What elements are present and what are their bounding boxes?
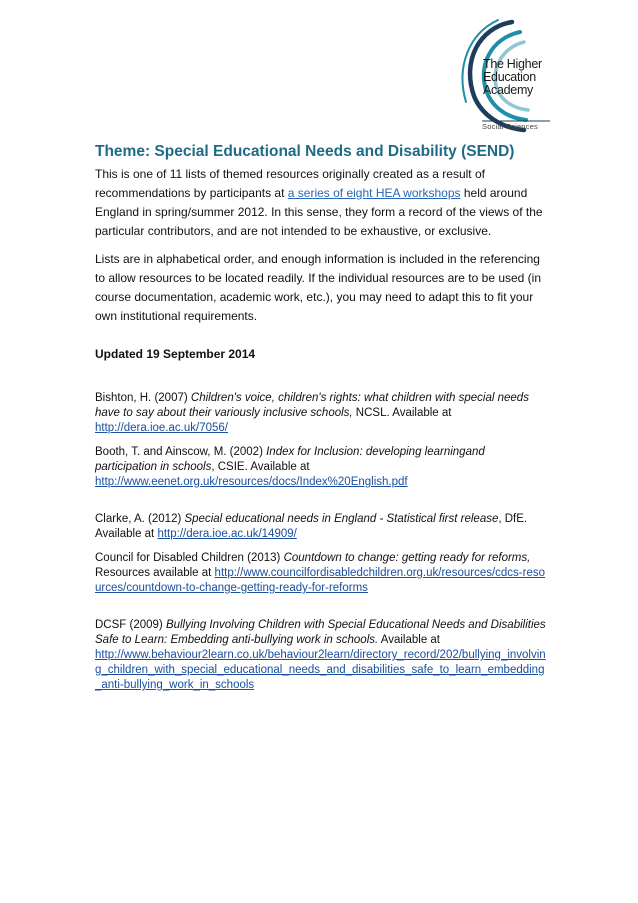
ref-link[interactable]: http://www.councilfordisabledchildren.org.uk/resources/cdcs-resources/countdown-to-change-getting-ready-for-reforms <box>95 567 546 594</box>
ref-after: NCSL. Available at <box>352 407 452 419</box>
ref-after: Resources available at <box>95 567 215 579</box>
reference-item <box>95 551 547 596</box>
reference-item <box>95 391 547 436</box>
ref-link[interactable]: http://dera.ioe.ac.uk/7056/ <box>95 422 228 434</box>
hea-workshops-link[interactable]: a series of eight HEA workshops <box>287 186 461 200</box>
intro-paragraph-1 <box>95 165 547 241</box>
ref-title: Special educational needs in England - Statistical first release <box>184 513 499 525</box>
intro-p1-after: held around England in spring/summer 2012. In this sense, they form a record of the views of the particular contributors, and are not intended to be exhaustive, or exclusive. <box>95 186 543 238</box>
ref-author: Bishton, H. (2007) <box>95 392 191 404</box>
ref-link[interactable]: http://www.eenet.org.uk/resources/docs/Index%20English.pdf <box>95 476 408 488</box>
ref-author: Clarke, A. (2012) <box>95 513 185 525</box>
logo-line-3: Academy <box>483 83 534 97</box>
intro-paragraph-2: Lists are in alphabetical order, and enough information is included in the referencing to allow resources to be located readily. If the individual resources are to be used (in course documentation, academic work, etc.), you may need to adapt this to fit your own institutional requirements. <box>95 252 542 323</box>
logo-subtitle: Social Sciences <box>482 122 538 131</box>
ref-author: DCSF (2009) <box>95 619 166 631</box>
ref-author: Booth, T. and Ainscow, M. (2002) <box>95 446 267 458</box>
reference-item <box>95 512 547 542</box>
logo-line-1: The Higher <box>483 57 542 71</box>
updated-date: Updated 19 September 2014 <box>95 347 256 361</box>
ref-link[interactable]: http://dera.ioe.ac.uk/14909/ <box>157 528 297 540</box>
ref-title: Children's voice, children's rights: what children with special needs have to say about their variously inclusive schools, <box>95 392 529 419</box>
document-body <box>95 142 547 693</box>
reference-item <box>95 445 547 490</box>
ref-link[interactable]: http://www.behaviour2learn.co.uk/behaviour2learn/directory_record/202/bullying_involving_children_with_special_educational_needs_and_disabilities_safe_to_learn_embedding_anti-bullying_work_in_schools <box>95 649 546 691</box>
intro-p1-before: This is one of 11 lists of themed resources originally created as a result of recommendations by participants at <box>95 167 485 200</box>
ref-after: Available at <box>378 634 440 646</box>
reference-item <box>95 618 547 693</box>
ref-title: Countdown to change: getting ready for reforms, <box>283 552 531 564</box>
ref-author: Council for Disabled Children (2013) <box>95 552 284 564</box>
page-title: Theme: Special Educational Needs and Disability (SEND) <box>95 143 515 160</box>
ref-after: , CSIE. Available at <box>211 461 310 473</box>
ref-after: , DfE. Available at <box>95 513 528 540</box>
ref-title: Index for Inclusion: developing learningand participation in schools <box>95 446 485 473</box>
ref-title: Bullying Involving Children with Special Educational Needs and Disabilities Safe to Learn: Embedding anti-bullying work in schools. <box>95 619 546 646</box>
logo-wordmark <box>483 58 553 97</box>
logo-line-2: Education <box>483 70 536 84</box>
